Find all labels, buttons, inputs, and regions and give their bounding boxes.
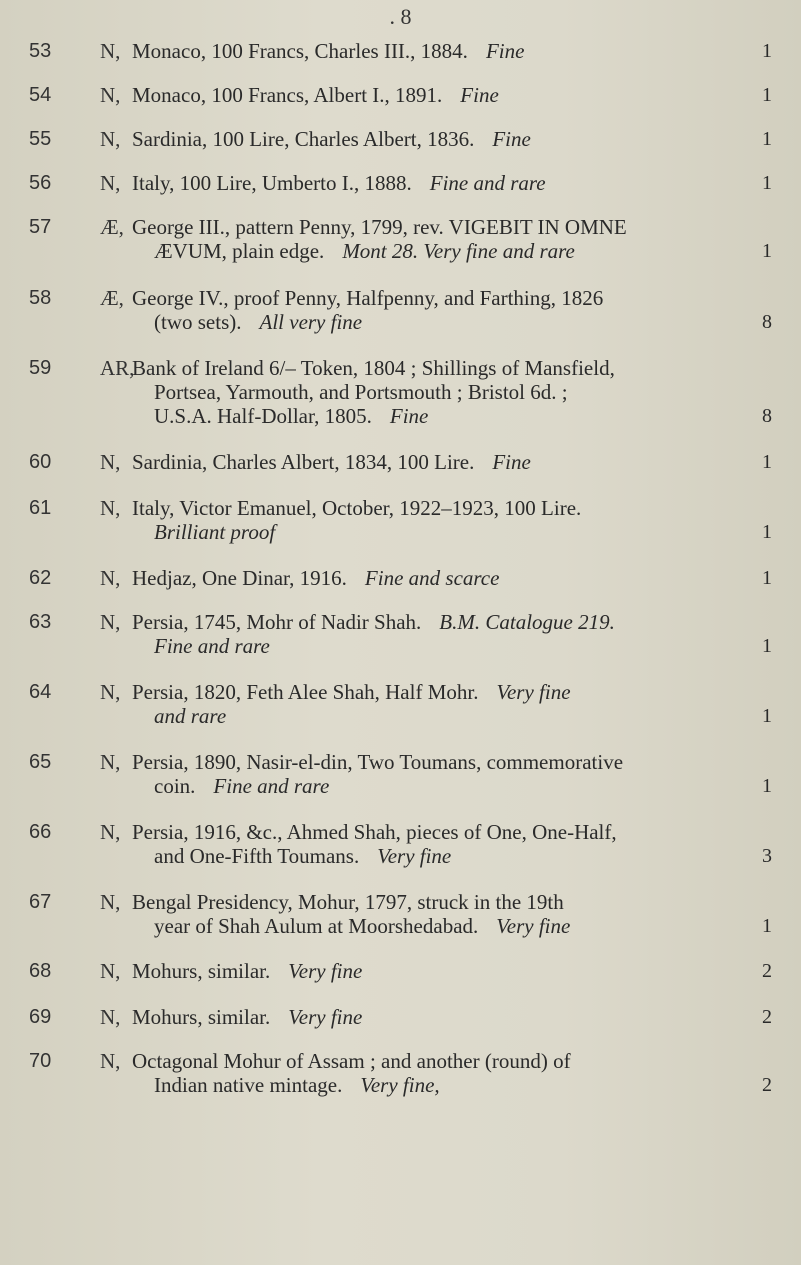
page-number: . 8 — [389, 4, 412, 29]
lot-number: 60 — [29, 451, 52, 473]
lot-number: 68 — [29, 960, 52, 982]
lot-text: Bank of Ireland 6/– Token, 1804 ; Shillings of Mansfield, — [132, 356, 615, 380]
lot-line — [132, 240, 772, 263]
lot-description — [132, 451, 772, 474]
lot-description — [132, 287, 772, 334]
lot-line — [132, 1006, 772, 1029]
lot-line — [132, 497, 772, 520]
lot-line — [132, 521, 772, 544]
lot-metal: N, — [100, 1005, 121, 1029]
lot-quantity: 1 — [762, 172, 772, 194]
lot-metal: N, — [100, 171, 121, 195]
lot-line — [132, 635, 772, 658]
lot-line — [132, 751, 772, 774]
lot-metal: Æ, — [100, 286, 124, 310]
lot-number: 57 — [29, 216, 52, 238]
lot-description — [132, 891, 772, 938]
lot-quantity: 1 — [762, 635, 772, 657]
lot-line — [132, 821, 772, 844]
lot-condition-note: Fine — [492, 450, 531, 474]
lot-text: coin. — [154, 774, 196, 798]
lot-description — [132, 681, 772, 728]
lot-condition-note: All very fine — [259, 310, 363, 334]
lot-number: 53 — [29, 40, 52, 62]
lot-metal: N, — [100, 890, 121, 914]
lot-line — [132, 287, 772, 310]
lot-text: Monaco, 100 Francs, Albert I., 1891. — [132, 83, 443, 107]
lot-metal: N, — [100, 127, 121, 151]
lot-line — [132, 311, 772, 334]
lot-line — [132, 567, 772, 590]
lot-text: and One-Fifth Toumans. — [154, 844, 360, 868]
lot-quantity: 8 — [762, 405, 772, 427]
lot-number: 62 — [29, 567, 52, 589]
lot-metal: N, — [100, 450, 121, 474]
lot-line — [132, 915, 772, 938]
lot-description — [132, 751, 772, 798]
lot-quantity: 2 — [762, 1074, 772, 1096]
lot-text: year of Shah Aulum at Moorshedabad. — [154, 914, 479, 938]
lot-condition-note: Very fine — [288, 959, 363, 983]
lot-text: (two sets). — [154, 310, 242, 334]
lot-condition-note: Very fine — [496, 680, 571, 704]
lot-quantity: 1 — [762, 84, 772, 106]
lot-condition-note: Fine — [485, 39, 525, 63]
lot-text: Portsea, Yarmouth, and Portsmouth ; Bristol 6d. ; — [154, 380, 568, 404]
lot-description — [132, 1006, 772, 1029]
lot-text: Bengal Presidency, Mohur, 1797, struck in the 19th — [132, 890, 564, 914]
lot-description — [132, 611, 772, 658]
lot-description — [132, 128, 772, 151]
lot-description — [132, 40, 772, 63]
lot-metal: N, — [100, 610, 121, 634]
lot-condition-note: Mont 28. Very fine and rare — [342, 239, 575, 263]
lot-description — [132, 357, 772, 428]
lot-description — [132, 216, 772, 263]
lot-text: U.S.A. Half-Dollar, 1805. — [154, 404, 372, 428]
lot-quantity: 1 — [762, 451, 772, 473]
lot-quantity: 2 — [762, 960, 772, 982]
lot-text: Indian native mintage. — [154, 1073, 343, 1097]
lot-condition-note: Very fine — [377, 844, 452, 868]
lot-line — [132, 451, 772, 474]
lot-metal: Æ, — [100, 215, 124, 239]
lot-metal: N, — [100, 39, 121, 63]
lot-metal: N, — [100, 820, 121, 844]
lot-number: 55 — [29, 128, 52, 150]
lot-condition-note: and rare — [154, 704, 227, 728]
lot-description — [132, 1050, 772, 1097]
lot-number: 56 — [29, 172, 52, 194]
lot-condition-note: Fine and rare — [154, 634, 270, 658]
lot-condition-note: Fine and rare — [213, 774, 330, 798]
lot-line — [132, 128, 772, 151]
lot-line — [132, 845, 772, 868]
lot-quantity: 1 — [762, 915, 772, 937]
lot-line — [132, 357, 772, 380]
lot-number: 66 — [29, 821, 52, 843]
lot-text: Persia, 1890, Nasir-el-din, Two Toumans, commemorative — [132, 750, 624, 774]
lot-quantity: 1 — [762, 40, 772, 62]
lot-description — [132, 567, 772, 590]
lot-condition-note: Brilliant proof — [154, 520, 276, 544]
lot-line — [132, 775, 772, 798]
lot-line — [132, 84, 772, 107]
lot-text: Sardinia, 100 Lire, Charles Albert, 1836. — [132, 127, 475, 151]
lot-metal: N, — [100, 680, 121, 704]
lot-line — [132, 381, 772, 404]
lot-text: Octagonal Mohur of Assam ; and another (round) of — [132, 1049, 571, 1073]
lot-metal: N, — [100, 959, 121, 983]
lot-line — [132, 405, 772, 428]
lot-text: ÆVUM, plain edge. — [154, 239, 325, 263]
lot-quantity: 2 — [762, 1006, 772, 1028]
lot-text: George III., pattern Penny, 1799, rev. VIGEBIT IN OMNE — [132, 215, 627, 239]
lot-number: 59 — [29, 357, 52, 379]
lot-condition-note: Very fine — [496, 914, 571, 938]
lot-description — [132, 821, 772, 868]
lot-line — [132, 172, 772, 195]
lot-quantity: 8 — [762, 311, 772, 333]
lot-description — [132, 84, 772, 107]
lot-number: 69 — [29, 1006, 52, 1028]
lot-number: 67 — [29, 891, 52, 913]
lot-quantity: 1 — [762, 775, 772, 797]
lot-quantity: 1 — [762, 567, 772, 589]
lot-metal: N, — [100, 566, 121, 590]
lot-text: Monaco, 100 Francs, Charles III., 1884. — [132, 39, 468, 63]
lot-metal: N, — [100, 750, 121, 774]
lot-number: 70 — [29, 1050, 52, 1072]
lot-quantity: 1 — [762, 521, 772, 543]
lot-line — [132, 40, 772, 63]
lot-condition-note: Very fine — [288, 1005, 363, 1029]
lot-quantity: 3 — [762, 845, 772, 867]
lot-text: Mohurs, similar. — [132, 1005, 271, 1029]
lot-text: Mohurs, similar. — [132, 959, 271, 983]
lot-line — [132, 1074, 772, 1097]
lot-line — [132, 681, 772, 704]
lot-description — [132, 497, 772, 544]
lot-line — [132, 891, 772, 914]
lot-metal: N, — [100, 83, 121, 107]
lot-description — [132, 960, 772, 983]
lot-condition-note: B.M. Catalogue 219. — [439, 610, 615, 634]
lot-quantity: 1 — [762, 240, 772, 262]
lot-text: Hedjaz, One Dinar, 1916. — [132, 566, 347, 590]
lot-text: Persia, 1820, Feth Alee Shah, Half Mohr. — [132, 680, 479, 704]
lot-condition-note: Fine and rare — [429, 171, 546, 195]
lot-condition-note: Very fine, — [360, 1073, 440, 1097]
lot-text: Persia, 1745, Mohr of Nadir Shah. — [132, 610, 422, 634]
lot-quantity: 1 — [762, 705, 772, 727]
lot-condition-note: Fine — [492, 127, 531, 151]
lot-description — [132, 172, 772, 195]
lot-line — [132, 1050, 772, 1073]
lot-text: Italy, Victor Emanuel, October, 1922–1923, 100 Lire. — [132, 496, 582, 520]
lot-metal: AR, — [100, 356, 135, 380]
lot-number: 63 — [29, 611, 52, 633]
lot-condition-note: Fine — [460, 83, 499, 107]
lot-condition-note: Fine and scarce — [364, 566, 500, 590]
lot-number: 61 — [29, 497, 52, 519]
lot-text: George IV., proof Penny, Halfpenny, and Farthing, 1826 — [132, 286, 604, 310]
lot-number: 64 — [29, 681, 52, 703]
lot-condition-note: Fine — [389, 404, 429, 428]
lot-text: Italy, 100 Lire, Umberto I., 1888. — [132, 171, 412, 195]
lot-number: 65 — [29, 751, 52, 773]
lot-metal: N, — [100, 496, 121, 520]
lot-number: 58 — [29, 287, 52, 309]
lot-number: 54 — [29, 84, 52, 106]
lot-line — [132, 960, 772, 983]
lot-text: Sardinia, Charles Albert, 1834, 100 Lire. — [132, 450, 475, 474]
lot-metal: N, — [100, 1049, 121, 1073]
lot-line — [132, 611, 772, 634]
lot-line — [132, 216, 772, 239]
lot-line — [132, 705, 772, 728]
lot-text: Persia, 1916, &c., Ahmed Shah, pieces of One, One-Half, — [132, 820, 617, 844]
lot-quantity: 1 — [762, 128, 772, 150]
